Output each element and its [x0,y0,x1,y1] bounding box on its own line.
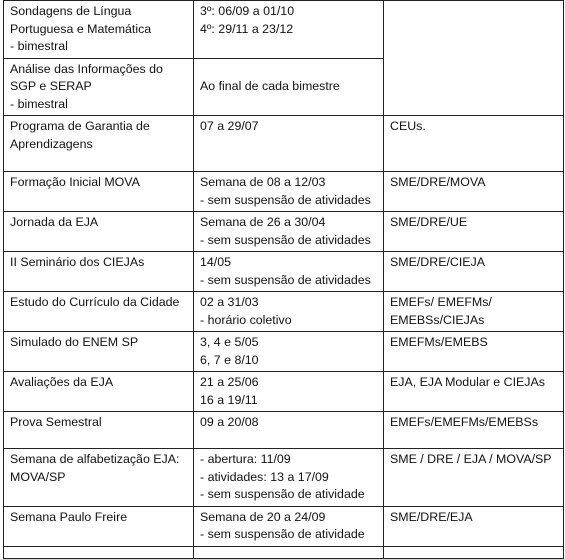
activity-cell: Jornada da EJA [4,212,194,252]
table-row [4,292,564,332]
activity-cell: Simulado do ENEM SP [4,332,194,372]
period-cell: 02 a 31/03 - horário coletivo [194,292,384,332]
table-row-cutoff [4,546,564,558]
activity-cell: Avaliações da EJA [4,372,194,412]
table-row [4,449,564,507]
activity-cell: Estudo do Currículo da Cidade [4,292,194,332]
period-cell: Semana de 26 a 30/04 - sem suspensão de atividades [194,212,384,252]
period-cell [194,546,384,558]
period-cell: Semana de 20 a 24/09 - sem suspensão de atividade [194,506,384,546]
activity-cell: Semana Paulo Freire [4,506,194,546]
period-cell: Ao final de cada bimestre [194,58,384,116]
table-row [4,412,564,449]
table-row [4,1,564,59]
table-row [4,372,564,412]
period-cell: 21 a 25/06 16 a 19/11 [194,372,384,412]
period-cell: 3, 4 e 5/05 6, 7 e 8/10 [194,332,384,372]
period-cell: 07 a 29/07 [194,116,384,172]
responsible-cell: EMEFMs/EMEBS [384,332,564,372]
table-row [4,172,564,212]
table-row [4,332,564,372]
activity-cell: Programa de Garantia de Aprendizagens [4,116,194,172]
activity-cell: Análise das Informações do SGP e SERAP - bimestral [4,58,194,116]
responsible-cell: SME/DRE/MOVA [384,172,564,212]
table-row [4,506,564,546]
responsible-cell: SME/DRE/EJA [384,506,564,546]
period-cell: 14/05 - sem suspensão de atividades [194,252,384,292]
calendar-table [3,0,564,559]
activity-cell: II Seminário dos CIEJAs [4,252,194,292]
responsible-cell: SME / DRE / EJA / MOVA/SP [384,449,564,507]
responsible-cell [384,546,564,558]
activity-cell: Sondagens de Língua Portuguesa e Matemática - bimestral [4,1,194,59]
responsible-cell: EJA, EJA Modular e CIEJAs [384,372,564,412]
responsible-cell: CEUs. [384,116,564,172]
activity-cell: Formação Inicial MOVA [4,172,194,212]
table-row [4,116,564,172]
activity-cell: Semana de alfabetização EJA: MOVA/SP [4,449,194,507]
table-row [4,212,564,252]
period-cell: 3º: 06/09 a 01/10 4º: 29/11 a 23/12 [194,1,384,59]
period-cell: Semana de 08 a 12/03 - sem suspensão de atividades [194,172,384,212]
period-cell: - abertura: 11/09 - atividades: 13 a 17/09 - sem suspensão de atividade [194,449,384,507]
responsible-cell: SME/DRE/CIEJA [384,252,564,292]
activity-cell: Prova Semestral [4,412,194,449]
responsible-cell [384,1,564,116]
responsible-cell: EMEFs/ EMEFMs/ EMEBSs/CIEJAs [384,292,564,332]
table-row [4,252,564,292]
period-cell: 09 a 20/08 [194,412,384,449]
responsible-cell: EMEFs/EMEFMs/EMEBSs [384,412,564,449]
responsible-cell: SME/DRE/UE [384,212,564,252]
activity-cell [4,546,194,558]
